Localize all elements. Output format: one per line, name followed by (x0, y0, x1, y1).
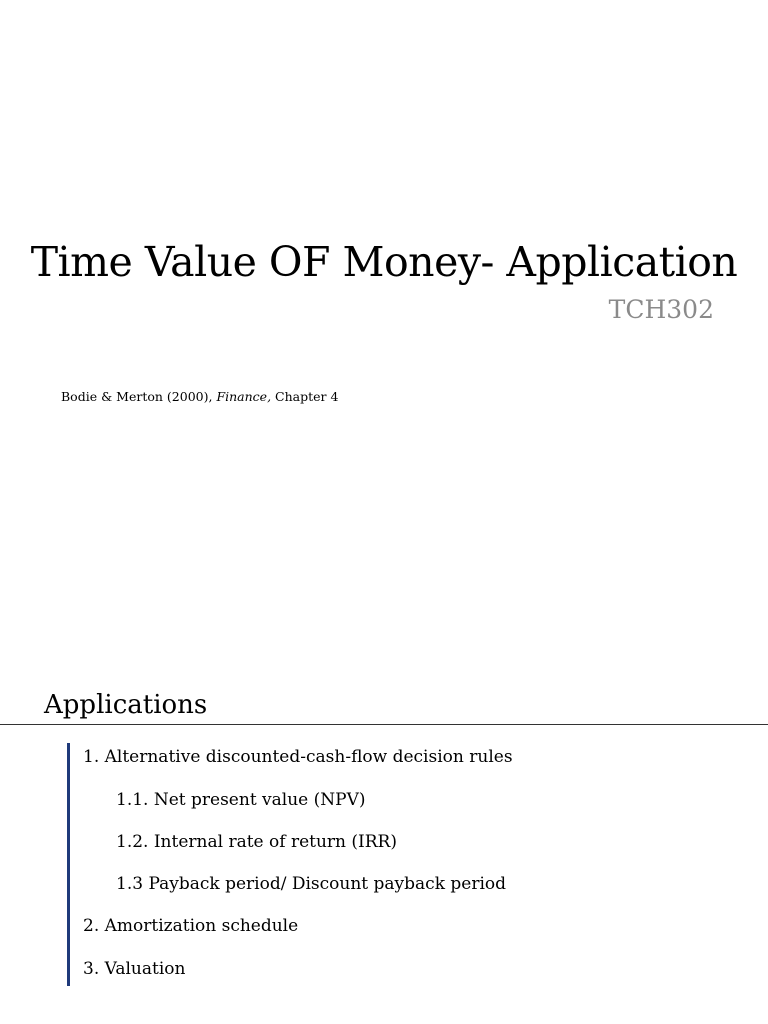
slide-title: Time Value OF Money- Application (30, 238, 738, 286)
citation-chapter: Chapter 4 (271, 389, 339, 404)
course-code: TCH302 (608, 295, 714, 324)
list-item: 1.2. Internal rate of return (IRR) (116, 832, 397, 852)
list-item: 2. Amortization schedule (83, 916, 299, 936)
section-heading: Applications (44, 690, 208, 720)
list-item: 1.3 Payback period/ Discount payback period (116, 874, 507, 894)
list-item: 1.1. Net present value (NPV) (116, 790, 366, 810)
list-item: 3. Valuation (83, 959, 186, 979)
accent-bar (67, 743, 70, 986)
citation-book: Finance, (216, 389, 272, 404)
list-item: 1. Alternative discounted-cash-flow decision rules (83, 747, 513, 767)
citation-authors: Bodie & Merton (2000), (61, 389, 217, 404)
heading-divider (0, 724, 768, 725)
citation (61, 388, 338, 406)
